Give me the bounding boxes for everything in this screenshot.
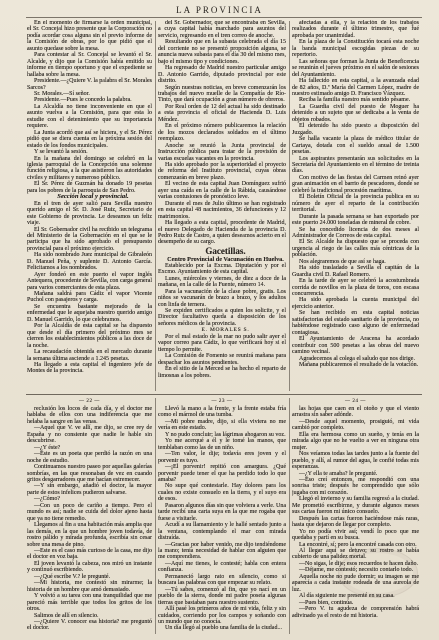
folletin-paragraph: Al día siguiente me presenté en su casa. xyxy=(299,593,395,600)
column-rule xyxy=(289,398,290,634)
news-paragraph: Durante la pasada semana se han exportado por este puerto 24.000 toneladas de mineral de cobre. xyxy=(292,213,419,227)
folletin-separator-rule xyxy=(26,394,422,395)
folletin-column-2 xyxy=(158,398,286,634)
folletin-paragraph: Permaneció largo rato en silencio, como si buscara las palabras con que empezar su relato. xyxy=(158,573,286,587)
folletin-paragraph: Un día llegó al pueblo una familia de la ciudad... xyxy=(165,625,282,632)
folletin-paragraph: —Pues bien, continúa. xyxy=(299,599,354,606)
vaccination-center-heading: Centro Provincial de Vacunación en Huelva. xyxy=(167,255,284,263)
news-paragraph: Anoche se reunió la Junta provincial de Instrucción pública para tratar de la provisión de varias escuelas vacantes en la provincia. xyxy=(158,142,286,162)
news-paragraph: Ha llegado a esta capital el ingeniero jefe de Montes de la provincia. xyxy=(27,362,152,375)
news-paragraph: Durante el mes de Julio último se han registrado en esta capital 48 nacimientos, 36 defunciones y 12 matrimonios. xyxy=(158,200,286,220)
news-paragraph: La Guardia civil del puesto de Moguer ha detenido a un sujeto que se dedicaba a la venta de objetos robados. xyxy=(292,103,419,123)
news-paragraph: Por el mal estado de la mar no pudo salir ayer el vapor correo para Cádiz, lo que verificará hoy si el tiempo lo permite. xyxy=(158,333,286,353)
folletin-page-number: — 22 — xyxy=(78,399,101,404)
news-paragraph: Mañana publicaremos el resultado de la votación. xyxy=(299,362,419,369)
folletin-paragraph: El joven levantó la cabeza, nos miró un instante y continuó escribiendo. xyxy=(27,560,152,574)
news-paragraph: El Sr. Gobernador civil ha recibido un telegrama del Ministerio de la Gobernación en el que se le participa que ha sido aprobado el presupuesto provincial para el próximo ejercicio. xyxy=(27,226,152,252)
gacetillas-heading: Gacetillas. xyxy=(205,245,246,256)
news-paragraph: Ha regresado de Madrid nuestro particular amigo D. Antonio Garrido, diputado provincial por este distrito. xyxy=(158,65,286,85)
news-paragraph: La recaudación obtenida en el mercado durante la semana última asciende a 1.245 pesetas. xyxy=(27,349,152,362)
folletin-paragraph: —¿Quiere V. conocer esa historia? me preguntó el doctor. xyxy=(27,618,152,632)
column-rule xyxy=(155,398,156,634)
folletin-paragraph: Pasaron algunos días sin que volviera a verle. Una tarde recibí una carta suya en la que me rogaba que fuese a visitarle. xyxy=(158,502,286,522)
folletin-paragraph: —No sigas, le dije; esos recuerdos te hacen daño. xyxy=(299,560,418,567)
folletin-paragraph: —Desde aquel momento, prosiguió, mi vida cambió por completo. xyxy=(292,418,419,432)
folletin-paragraph: —Déjame, me contestó; necesito contarlo todo. xyxy=(299,567,414,574)
news-paragraph: Resultando que en la subasta celebrada el día 15 del corriente no se presentó proposición alguna, se anuncia nueva subasta para el día 30 del mismo mes, bajo el mismo tipo y condiciones. xyxy=(158,39,286,65)
news-paragraph: Ha sido trasladado a Sevilla el capitán de la Guardia civil D. Rafael Romero. xyxy=(292,265,419,278)
masthead-rule xyxy=(26,17,422,18)
folletin-paragraph: No supe qué contestarle. Hay dolores para los cuales no existe consuelo en la tierra, y el suyo era de esos. xyxy=(158,483,286,503)
news-paragraph: del Sr. Gobernador, que se encontraba en Sevilla, a cuya capital había marchado para asuntos del servicio, regresando en el tren correo de anoche. xyxy=(158,20,286,39)
news-paragraph: El Boletín Oficial de la provincia publica en su número de ayer el reparto de la contribución territorial. xyxy=(292,194,419,214)
folletin-paragraph: —¿Cómo? xyxy=(34,496,60,503)
folletin-paragraph: Aquella noche no pude dormir; su imagen se me aparecía a cada instante rodeada de una aureola de luz. xyxy=(292,573,419,593)
news-paragraph: En el momento de firmarse la orden municipal, el Sr. Concejal hizo presente que la Corporación no podía acordar cosa alguna sin el previo informe de la Comisión de obras, por lo que pidió que el asunto quedase sobre la mesa. xyxy=(27,20,152,52)
news-column-2 xyxy=(158,20,286,392)
news-paragraph: afectadas a ella, y la relación de los trabajos realizados durante el último trimestre, que fué aprobada por unanimidad. xyxy=(292,20,419,39)
news-paragraph: Se expiden certificados a quien los solicite, y el Director facultativo queda a disposición de los señores médicos de la provincia. xyxy=(158,308,286,327)
signature: E. MORALES S. xyxy=(201,327,250,334)
news-paragraph: En el próximo número publicaremos la relación de los mozos declarados soldados en el último reemplazo. xyxy=(158,123,286,143)
folletin-paragraph: Yo no podía vivir así; vendí lo poco que me quedaba y partí en su busca. xyxy=(292,528,419,542)
news-paragraph: Se han recibido en esta capital noticias satisfactorias del estado sanitario de la provincia, no habiéndose registrado caso alguno de enfermedad contagiosa. xyxy=(292,310,419,336)
news-paragraph: Ha fallecido en esta capital, a la avanzada edad de 82 años, D.ª María del Carmen López, madre de nuestro estimado amigo D. Francisco Vázquez. xyxy=(292,78,419,97)
section-heading: Sección local y provincial. xyxy=(57,193,129,201)
folletin-paragraph: —¿Y ella te amaba? le pregunté. xyxy=(299,470,378,477)
folletin-paragraph: Salimos de allí en silencio. xyxy=(34,612,99,619)
news-paragraph: Establecido por la Excma. Diputación y por el Excmo. Ayuntamiento de esta capital. xyxy=(158,262,286,276)
news-paragraph: Ha llegado a esta capital, procedente de Madrid, el nuevo Delegado de Hacienda de la provincia D. Pedro Ruiz de Castro, a quien deseamos acierto en el desempeño de su cargo. xyxy=(158,220,286,246)
session-dialogue: Presidente.—¿Quiere V. la palabra el Sr. Morales Sarcos? xyxy=(27,78,152,91)
news-paragraph: Se halla vacante la plaza de médico titular de Cartaya, dotada con el sueldo anual de 1.500 pesetas. xyxy=(292,136,419,156)
news-paragraph: El Ayuntamiento de Aracena ha acordado contribuir con 500 pesetas a las obras del nuevo camino vecinal. xyxy=(292,336,419,356)
folletin-paragraph: Y no pudo concluir; las lágrimas ahogaron su voz. xyxy=(165,431,286,438)
folletin-paragraph: Continuamos nuestro paseo por aquellas galerías sombrías, en las que resonaban de vez en cuando gritos desgarradores que me hacían estremecer. xyxy=(27,464,152,483)
folletin-paragraph: —¿Qué escribe V.? le pregunté. xyxy=(34,573,111,580)
news-paragraph: Se encuentra bastante mejorado de la enfermedad que le aquejaba nuestro querido amigo D. Manuel Garrido, lo que celebramos. xyxy=(27,303,152,323)
folletin-paragraph: Ella era hermosa como un sueño, y tenía en la mirada algo que no he vuelto a ver en ninguna otra mujer. xyxy=(292,431,419,451)
news-paragraph: En la mañana del domingo se celebró en la iglesia parroquial de la Concepción una solemne función religiosa, a la que asistieron las autoridades civiles y militares y numeroso público. xyxy=(27,155,152,181)
news-paragraph: En la tarde de ayer se celebró la acostumbrada corrida de novillos en la plaza de toros, con escasa concurrencia. xyxy=(292,278,419,298)
news-paragraph: Ha sido nombrado Juez municipal de Gibraleón D. Manuel Peña, y suplente D. Antonio García. Felicitamos a los nombrados. xyxy=(27,252,152,272)
folletin-paragraph: —Tú sabes, comenzó al fin, que yo nací en un pueblo de la sierra, donde mi padre poseía algunas tierras que bastaban para nuestro sustento. xyxy=(158,586,286,606)
session-dialogue: Presidente.—Pues le concedo la palabra. xyxy=(34,97,132,104)
news-paragraph: Lunes, miércoles y viernes, de diez a doce de la mañana, en la calle de la Fuente, número 14. xyxy=(158,275,286,289)
folletin-column-1 xyxy=(27,398,152,634)
news-paragraph: La Junta acordó que así se hiciera, y el Sr. Pérez pidió que se diera cuenta en la próxima sesión del estado de los fondos municipales. xyxy=(27,129,152,149)
folletin-paragraph: —Ten valor, le dije; todavía eres joven y el porvenir es tuyo. xyxy=(158,451,286,464)
news-paragraph: En el sitio de la Merced se ha hecho el reparto de limosnas a los pobres. xyxy=(158,366,286,379)
news-paragraph: La Alcaldía no tiene inconveniente en que el asunto vuelva a la Comisión, para que esta lo estudie con el detenimiento que su importancia requiere. xyxy=(27,103,152,130)
news-paragraph: Ayer fondeó en este puerto el vapor inglés Antequera, procedente de Sevilla, con carga general para varios comerciantes de esta plaza. xyxy=(27,271,152,291)
folletin-paragraph: reclusión los locos de cada día, y el doctor me hablaba de ellos con una indiferencia que me helaba la sangre en las venas. xyxy=(27,406,152,425)
news-paragraph: La Comisión de Fomento se reunirá mañana para despachar los asuntos pendientes. xyxy=(158,353,286,366)
news-paragraph: Y se levantó la sesión. xyxy=(34,149,88,156)
folletin-paragraph: Llegamos al fin a una habitación más amplia que las demás, en la que un hombre joven todavía, de rostro pálido y mirada profunda, escribía sin cesar sobre una mesa de pino. xyxy=(27,522,152,548)
session-dialogue: Sr. Morales.—Sí señor. xyxy=(34,90,90,97)
news-paragraph: Ha sido aprobado por la superioridad el proyecto de reforma del Instituto provincial, cuyas obras comenzarán en breve plazo. xyxy=(158,161,286,181)
folletin-paragraph: —¡El porvenir! repitió con amargura. ¿Qué porvenir puede tener el que ha perdido todo lo que amaba? xyxy=(158,464,286,483)
folletin-paragraph: Y volvió a su tarea con una tranquilidad que me pareció más terrible que todos los gritos de los otros. xyxy=(27,593,152,613)
news-paragraph: El Sr. Alcalde ha dispuesto que se proceda con urgencia al riego de las calles más céntricas de la población. xyxy=(292,239,419,259)
folletin-paragraph: —Aquel que V. ve allí, me dijo, se cree rey de España y no consiente que nadie le hable sin descubrirse. xyxy=(27,425,152,445)
news-paragraph: Nos alegraremos de que así se haga. xyxy=(299,258,386,265)
news-paragraph: Reciba la familia nuestro más sentido pésame. xyxy=(299,97,411,104)
folletin-paragraph: —Mi pobre madre, dijo, si ella viviera no me vería en este estado. xyxy=(158,418,286,432)
folletin-paragraph: Allí pasé los primeros años de mi vida, feliz y sin cuidados, corriendo por los campos y soñando con un mundo que no conocía. xyxy=(158,606,286,625)
news-column-3 xyxy=(292,20,419,392)
folletin-paragraph: Llevó la mano a la frente, y la frente estaba fría como el mármol de una tumba. xyxy=(158,406,286,419)
news-column-1 xyxy=(27,20,152,392)
folletin-column-3 xyxy=(292,398,419,634)
column-rule xyxy=(289,21,290,391)
news-paragraph: Ha sido aprobada la cuenta municipal del ejercicio anterior. xyxy=(292,297,419,310)
news-paragraph: El Sr. Pérez de Guzmán ha donado 19 pesetas para los pobres de la parroquia de San Pedro. xyxy=(27,181,152,194)
folletin-paragraph: las hojas que caen en el otoño y que el viento arrastra sin saber adónde. xyxy=(292,406,419,419)
news-paragraph: En la plaza de la Constitución tocará esta noche la banda municipal escogidas piezas de su repertorio. xyxy=(292,39,419,59)
column-rule xyxy=(155,21,156,391)
news-paragraph: Mañana saldrá para Cádiz el vapor Vicente Puchol con pasajeros y carga. xyxy=(27,291,152,304)
news-paragraph: Se ha concedido licencia de dos meses al Administrador de Correos de esta capital. xyxy=(292,226,419,239)
news-paragraph: Para la vacunación de la clase pobre, gratis. Los niños se vacunarán de brazo a brazo, y los adultos con linfa de ternera. xyxy=(158,288,286,308)
folletin-paragraph: Al llegar aquí se detuvo; su rostro se había cubierto de una palidez mortal. xyxy=(292,547,419,561)
folletin-paragraph: —Gracias por haber venido, me dijo tendiéndome la mano; tenía necesidad de hablar con alguien que me comprendiera. xyxy=(158,541,286,561)
news-paragraph: El vecino de esta capital Juan Domínguez sufrió ayer una caída en la calle de la Rábida, causándose varias contusiones de pronóstico leve. xyxy=(158,181,286,201)
folletin-paragraph: —Con un poco de cariño a tiempo. Pero el mundo es así; nadie se cuida del dolor ajeno hasta que ya no tiene remedio. xyxy=(27,502,152,522)
folletin-paragraph: Nos veíamos todas las tardes junto a la fuente del pueblo, y allí, al rumor del agua, le confié todas mis esperanzas. xyxy=(292,451,419,471)
masthead-title: LA PROVINCIA xyxy=(176,5,263,15)
folletin-paragraph: —¿Y éste? xyxy=(34,444,61,451)
folletin-paragraph: —Éste es un poeta que perdió la razón en una noche de estudio. xyxy=(27,451,152,464)
folletin-paragraph: —Este es el caso más curioso de la casa, me dijo el doctor en voz baja. xyxy=(27,547,152,561)
news-paragraph: Las señoras que forman la Junta de Beneficencia se reunirán el jueves próximo en el salón de sesiones del Ayuntamiento. xyxy=(292,58,419,78)
news-paragraph: En el tren de ayer salió para Sevilla nuestro querido amigo el Sr. D. José Ruiz, Secretario de este Gobierno de provincia. Le deseamos un feliz viaje. xyxy=(27,200,152,227)
folletin-paragraph: —Y sin embargo, añadió el doctor, la mayor parte de estos infelices pudieron salvarse. xyxy=(27,483,152,496)
folletin-page-number: — 23 — xyxy=(211,399,233,404)
folletin-paragraph: Después las cartas fueron haciéndose más raras, hasta que dejaron de llegar por completo. xyxy=(292,515,419,529)
folletin-paragraph: Llegó el invierno y su familia regresó a la ciudad. Me prometió escribirme, y durante algunos meses sus cartas fueron mi único consuelo. xyxy=(292,496,419,516)
folletin-paragraph: —Mi historia, me contestó sin mirarme; la historia de un hombre que amó demasiado. xyxy=(27,580,152,593)
news-paragraph: Agradecemos al colega el saludo que nos dirige. xyxy=(299,355,415,362)
folletin-paragraph: Acudí a su llamamiento y le hallé sentado junto a la ventana, contemplando el mar con mirada distraída. xyxy=(158,522,286,542)
folletin-paragraph: La encontré, sí; pero la encontré casada con otro. xyxy=(299,541,417,548)
folletin-paragraph: —Pero V. tu agudeza de comprensión habrá adivinado ya el resto de mi historia. xyxy=(292,606,419,619)
news-paragraph: Por la Alcaldía de esta capital se ha dispuesto que desde el día primero del próximo mes se cierren los establecimientos públicos a las doce de la noche. xyxy=(27,323,152,349)
folletin-paragraph: —Aquí me tienes, le contesté; habla con entera confianza. xyxy=(158,560,286,574)
news-paragraph: Para contestar al Sr. Concejal se levantó el Sr. Alcalde, y dijo que la Comisión había emitido su informe en tiempo oportuno y que el expediente se hallaba sobre la mesa. xyxy=(27,52,152,78)
folletin-paragraph: Yo me acerqué a él y le tomé las manos, que temblaban como las de un niño. xyxy=(158,438,286,451)
news-paragraph: Por Real orden de 12 del actual ha sido destinado a esta provincia el oficial de Hacienda D. Luis Méndez. xyxy=(158,103,286,123)
news-paragraph: Los aspirantes presentarán sus solicitudes en la Secretaría del Ayuntamiento en el término de treinta días. xyxy=(292,155,419,175)
news-paragraph: Con motivo de las fiestas del Carmen reinó ayer gran animación en el barrio de pescadores, donde se celebró la tradicional procesión marítima. xyxy=(292,174,419,194)
folletin-page-number: — 24 — xyxy=(344,399,367,404)
folletin-paragraph: —Eso creí entonces, me respondió con una sonrisa triste; después he comprendido que sólo jugaba con mi corazón. xyxy=(292,476,419,496)
news-paragraph: El detenido ha sido puesto a disposición del Juzgado. xyxy=(292,123,419,136)
news-paragraph: Según nuestras noticias, en breve comenzarán los trabajos del nuevo muelle de la Compañía de Río-Tinto, que dará ocupación a gran número de obreros. xyxy=(158,84,286,104)
